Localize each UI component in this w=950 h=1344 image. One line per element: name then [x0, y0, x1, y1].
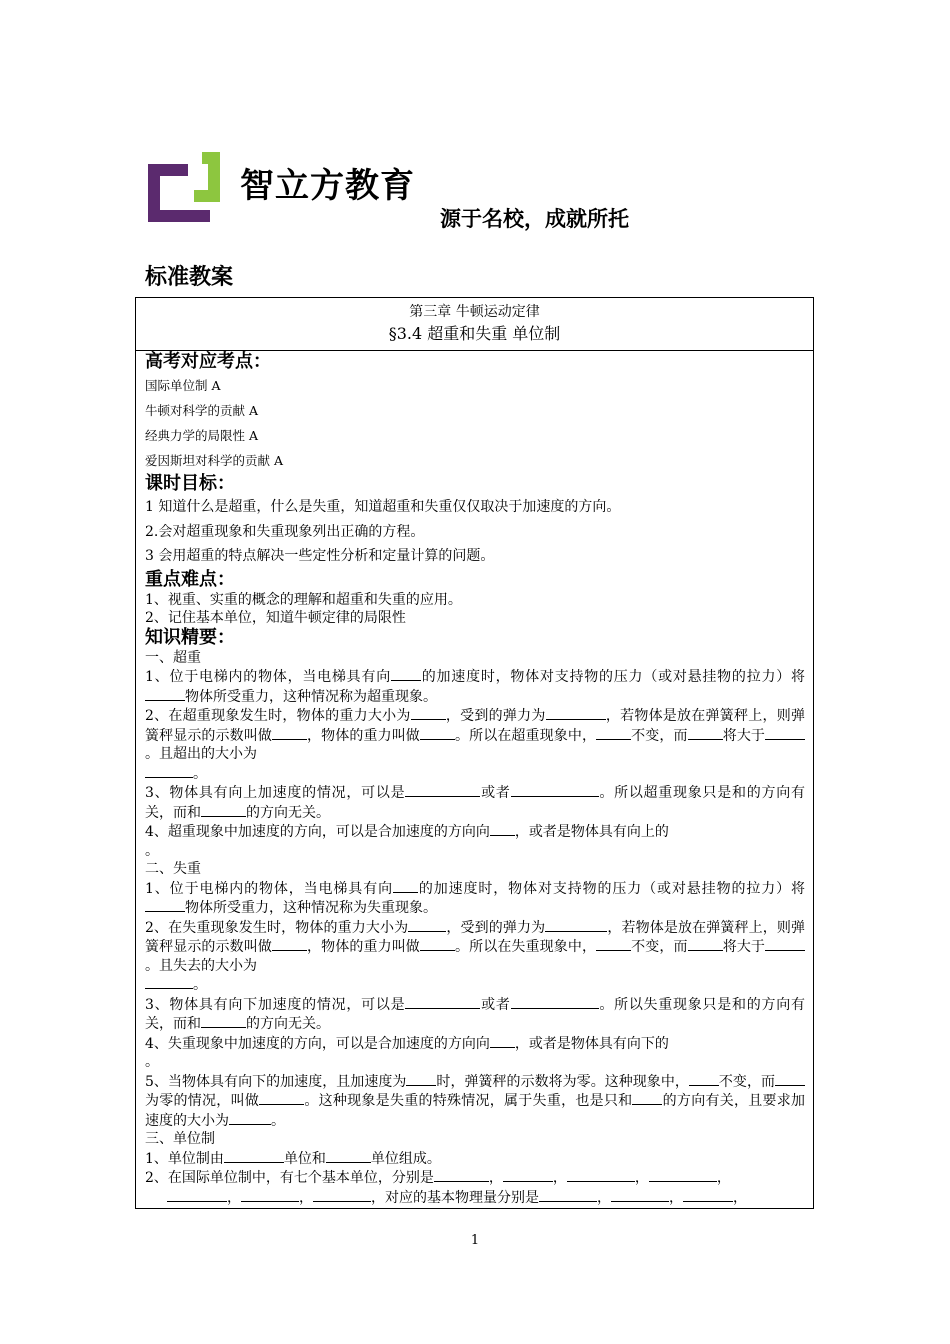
blank-line — [224, 1149, 284, 1163]
blank-line — [688, 937, 723, 951]
blank-line — [272, 937, 307, 951]
blank-line — [272, 726, 307, 740]
blank-line — [145, 687, 185, 701]
blank-line — [775, 1072, 805, 1086]
blank-line — [511, 995, 599, 1009]
blank-line — [420, 937, 455, 951]
objectives-heading: 课时目标： — [145, 473, 235, 494]
lesson-content — [136, 351, 813, 1209]
exam-point: 国际单位制 A — [145, 378, 221, 393]
weightless-para-2: 2、在失重现象发生时，物体的重力大小为 ，受到的弹力为 ，若物体是放在弹簧秤上，则弹簧秤显示的示数叫做 ，物体的重力叫做 。所以在失重现象中， 不变，而 将大于。且失去的大小为 。 — [145, 919, 806, 993]
exam-points-heading: 高考对应考点： — [145, 351, 271, 372]
document-type: 标准教案 — [145, 265, 234, 290]
blank-line — [596, 726, 631, 740]
weightless-para-1: 1、位于电梯内的物体，当电梯具有向 的加速度时，物体对支持物的压力（或对悬挂物的拉力）将物体所受重力，这种情况称为失重现象。 — [145, 880, 806, 916]
overweight-section-title: 一、超重 — [145, 649, 201, 666]
blank-line — [511, 783, 599, 797]
brand-name: 智立方教育 — [240, 166, 415, 206]
blank-line — [241, 1188, 299, 1202]
overweight-para-3: 3、物体具有向上加速度的情况，可以是 或者 。所以超重现象只是和的方向有关，而和 的方向无关。 — [145, 785, 806, 821]
lesson-header — [136, 298, 813, 351]
blank-line — [765, 726, 805, 740]
key-points-heading: 重点难点： — [145, 568, 235, 590]
chapter-title: 第三章 牛顿运动定律 — [409, 304, 540, 320]
blank-line — [145, 975, 193, 989]
blank-line — [201, 803, 246, 817]
units-section-title: 三、单位制 — [145, 1131, 215, 1147]
blank-line — [393, 1207, 461, 1209]
blank-line — [420, 726, 455, 740]
weightless-para-5: 5、当物体具有向下的加速度，且加速度为 时，弹簧秤的示数将为零。这种现象中， 不变，而为零的情况，叫做 。这种现象是失重的特殊情况，属于失重，也是只和 的方向有关，且要求加速度的大小为 。 — [145, 1073, 806, 1129]
blank-line — [145, 898, 185, 912]
key-point: 1、视重、实重的概念的理解和超重和失重的应用。 — [145, 591, 462, 608]
blank-line — [259, 1091, 304, 1105]
blank-line — [229, 1111, 271, 1125]
exam-point: 经典力学的局限性 A — [145, 428, 259, 443]
blank-line — [145, 764, 193, 778]
blank-line — [490, 822, 515, 836]
page-number: 1 — [470, 1233, 480, 1248]
blank-line — [408, 918, 446, 932]
overweight-para-2: 2、在超重现象发生时，物体的重力大小为 ，受到的弹力为 ，若物体是放在弹簧秤上，则弹簧秤显示的示数叫做 ，物体的重力叫做 。所以在超重现象中， 不变，而 将大于。且超出的大小为 。 — [145, 708, 806, 782]
blank-line — [434, 1168, 489, 1182]
blank-line — [393, 879, 418, 893]
blank-line — [765, 937, 805, 951]
blank-line — [567, 1168, 635, 1182]
overweight-para-4: 4、超重现象中加速度的方向，可以是合加速度的方向向 ，或者是物体具有向上的 。 — [145, 824, 669, 859]
blank-line — [249, 1207, 307, 1209]
blank-line — [503, 1168, 553, 1182]
blank-line — [391, 667, 421, 681]
blank-line — [411, 706, 446, 720]
blank-line — [313, 1188, 371, 1202]
logo-mark-icon — [148, 152, 228, 224]
exam-point: 牛顿对科学的贡献 A — [145, 403, 259, 418]
objective: 2.会对超重现象和失重现象列出正确的方程。 — [145, 523, 425, 540]
blank-line — [321, 1207, 379, 1209]
units-para-1: 1、单位制由 单位和 单位组成。 — [145, 1150, 441, 1167]
units-para-2: 2、在国际单位制中，有七个基本单位，分别是 ， ， ， ， ， ， ，对应的基本物理量分别是 ， ， ， — [145, 1168, 805, 1209]
blank-line — [326, 1149, 371, 1163]
blank-line — [596, 937, 631, 951]
blank-line — [688, 726, 723, 740]
weightless-section-title: 二、失重 — [145, 861, 201, 877]
objective: 1 知道什么是超重，什么是失重，知道超重和失重仅仅取决于加速度的方向。 — [145, 499, 621, 515]
blank-line — [611, 1188, 669, 1202]
blank-line — [683, 1188, 733, 1202]
weightless-para-3: 3、物体具有向下加速度的情况，可以是 或者 。所以失重现象只是和的方向有关，而和 的方向无关。 — [145, 996, 806, 1032]
blank-line — [689, 1072, 719, 1086]
knowledge-heading: 知识精要： — [145, 626, 235, 648]
blank-line — [545, 918, 607, 932]
lesson-plan-box — [135, 297, 814, 1209]
blank-line — [490, 1034, 515, 1048]
overweight-para-1: 1、位于电梯内的物体，当电梯具有向 的加速度时，物体对支持物的压力（或对悬挂物的拉力）将物体所受重力，这种情况称为超重现象。 — [145, 669, 806, 705]
blank-line — [405, 783, 480, 797]
blank-line — [406, 1072, 436, 1086]
blank-line — [539, 1188, 597, 1202]
blank-line — [632, 1091, 662, 1105]
key-point: 2、记住基本单位，知道牛顿定律的局限性 — [145, 609, 406, 626]
objective: 3 会用超重的特点解决一些定性分析和定量计算的问题。 — [145, 548, 495, 564]
slogan: 源于名校，成就所托 — [440, 207, 629, 231]
exam-point: 爱因斯坦对科学的贡献 A — [145, 453, 284, 468]
blank-line — [649, 1168, 717, 1182]
blank-line — [167, 1188, 227, 1202]
blank-line — [167, 1207, 235, 1209]
blank-line — [405, 995, 480, 1009]
section-title: §3.4 超重和失重 单位制 — [388, 324, 561, 343]
weightless-para-4: 4、失重现象中加速度的方向，可以是合加速度的方向向 ，或者是物体具有向下的 。 — [145, 1035, 669, 1070]
blank-line — [201, 1014, 246, 1028]
blank-line — [546, 706, 606, 720]
